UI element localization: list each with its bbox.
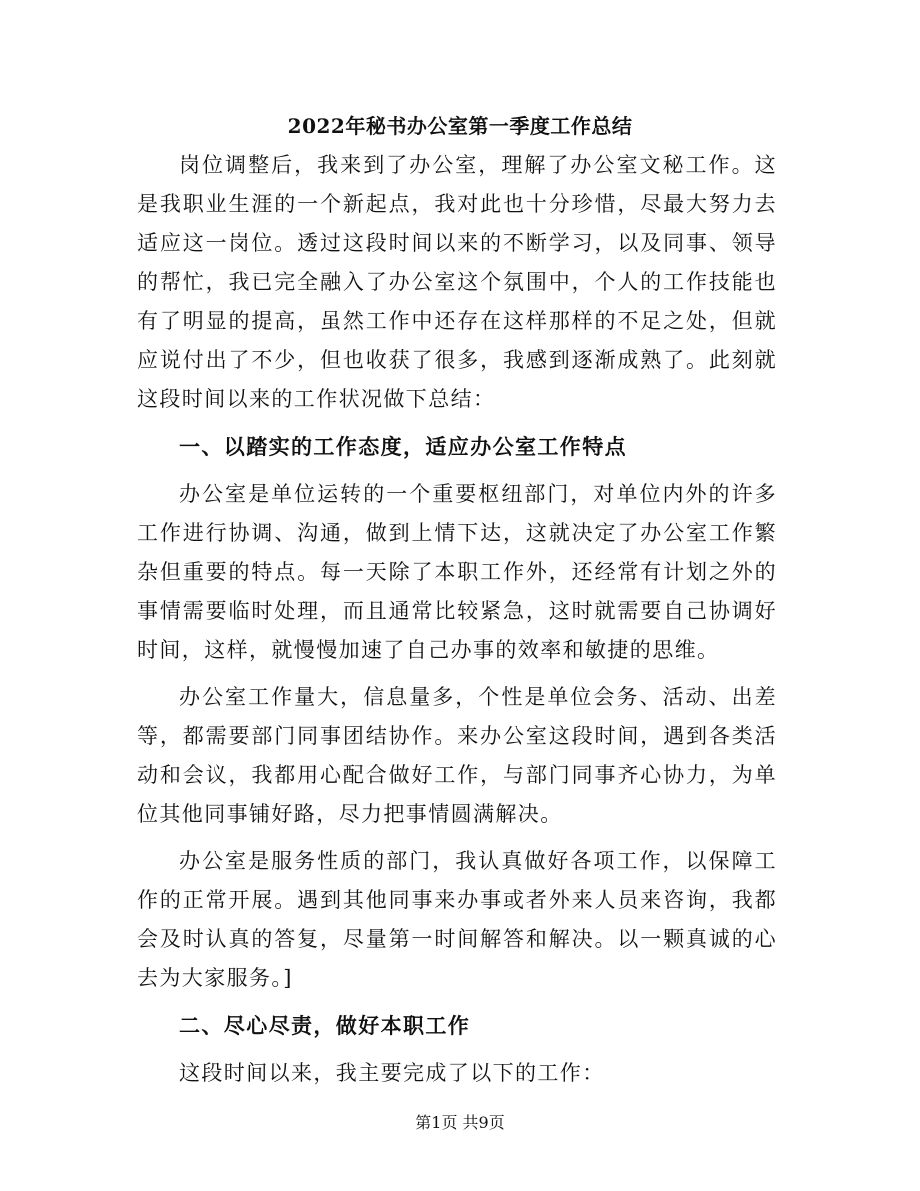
section-1-paragraph-3: 办公室是服务性质的部门，我认真做好各项工作，以保障工作的正常开展。遇到其他同事来办事或者外来人员来咨询，我都会及时认真的答复，尽量第一时间解答和解决。以一颗真诚的心去为大家服务。] xyxy=(137,849,777,990)
document-title: 2022年秘书办公室第一季度工作总结 xyxy=(287,114,633,138)
intro-paragraph: 岗位调整后，我来到了办公室，理解了办公室文秘工作。这是我职业生涯的一个新起点，我对此也十分珍惜，尽最大努力去适应这一岗位。透过这段时间以来的不断学习，以及同事、领导的帮忙，我已完全融入了办公室这个氛围中，个人的工作技能也有了明显的提高，虽然工作中还存在这样那样的不足之处，但就应说付出了不少，但也收获了很多，我感到逐渐成熟了。此刻就这段时间以来的工作状况做下总结： xyxy=(137,153,777,411)
section-1-paragraph-1: 办公室是单位运转的一个重要枢纽部门，对单位内外的许多工作进行协调、沟通，做到上情下达，这就决定了办公室工作繁杂但重要的特点。每一天除了本职工作外，还经常有计划之外的事情需要临时处理，而且通常比较紧急，这时就需要自己协调好时间，这样，就慢慢加速了自己办事的效率和敏捷的思维。 xyxy=(137,482,777,662)
paragraph-gap xyxy=(137,834,777,842)
section-1-heading: 一、以踏实的工作态度，适应办公室工作特点 xyxy=(179,434,627,459)
section-2-heading: 二、尽心尽责，做好本职工作 xyxy=(179,1013,471,1038)
document-body xyxy=(137,146,777,1093)
section-1-paragraph-2: 办公室工作量大，信息量多，个性是单位会务、活动、出差等，都需要部门同事团结协作。来办公室这段时间，遇到各类活动和会议，我都用心配合做好工作，与部门同事齐心协力，为单位其他同事铺好路，尽力把事情圆满解决。 xyxy=(137,685,777,826)
page-number-footer: 第1页 共9页 xyxy=(415,1113,505,1132)
paragraph-gap xyxy=(137,670,777,678)
section-2-paragraph-1: 这段时间以来，我主要完成了以下的工作： xyxy=(179,1061,605,1085)
